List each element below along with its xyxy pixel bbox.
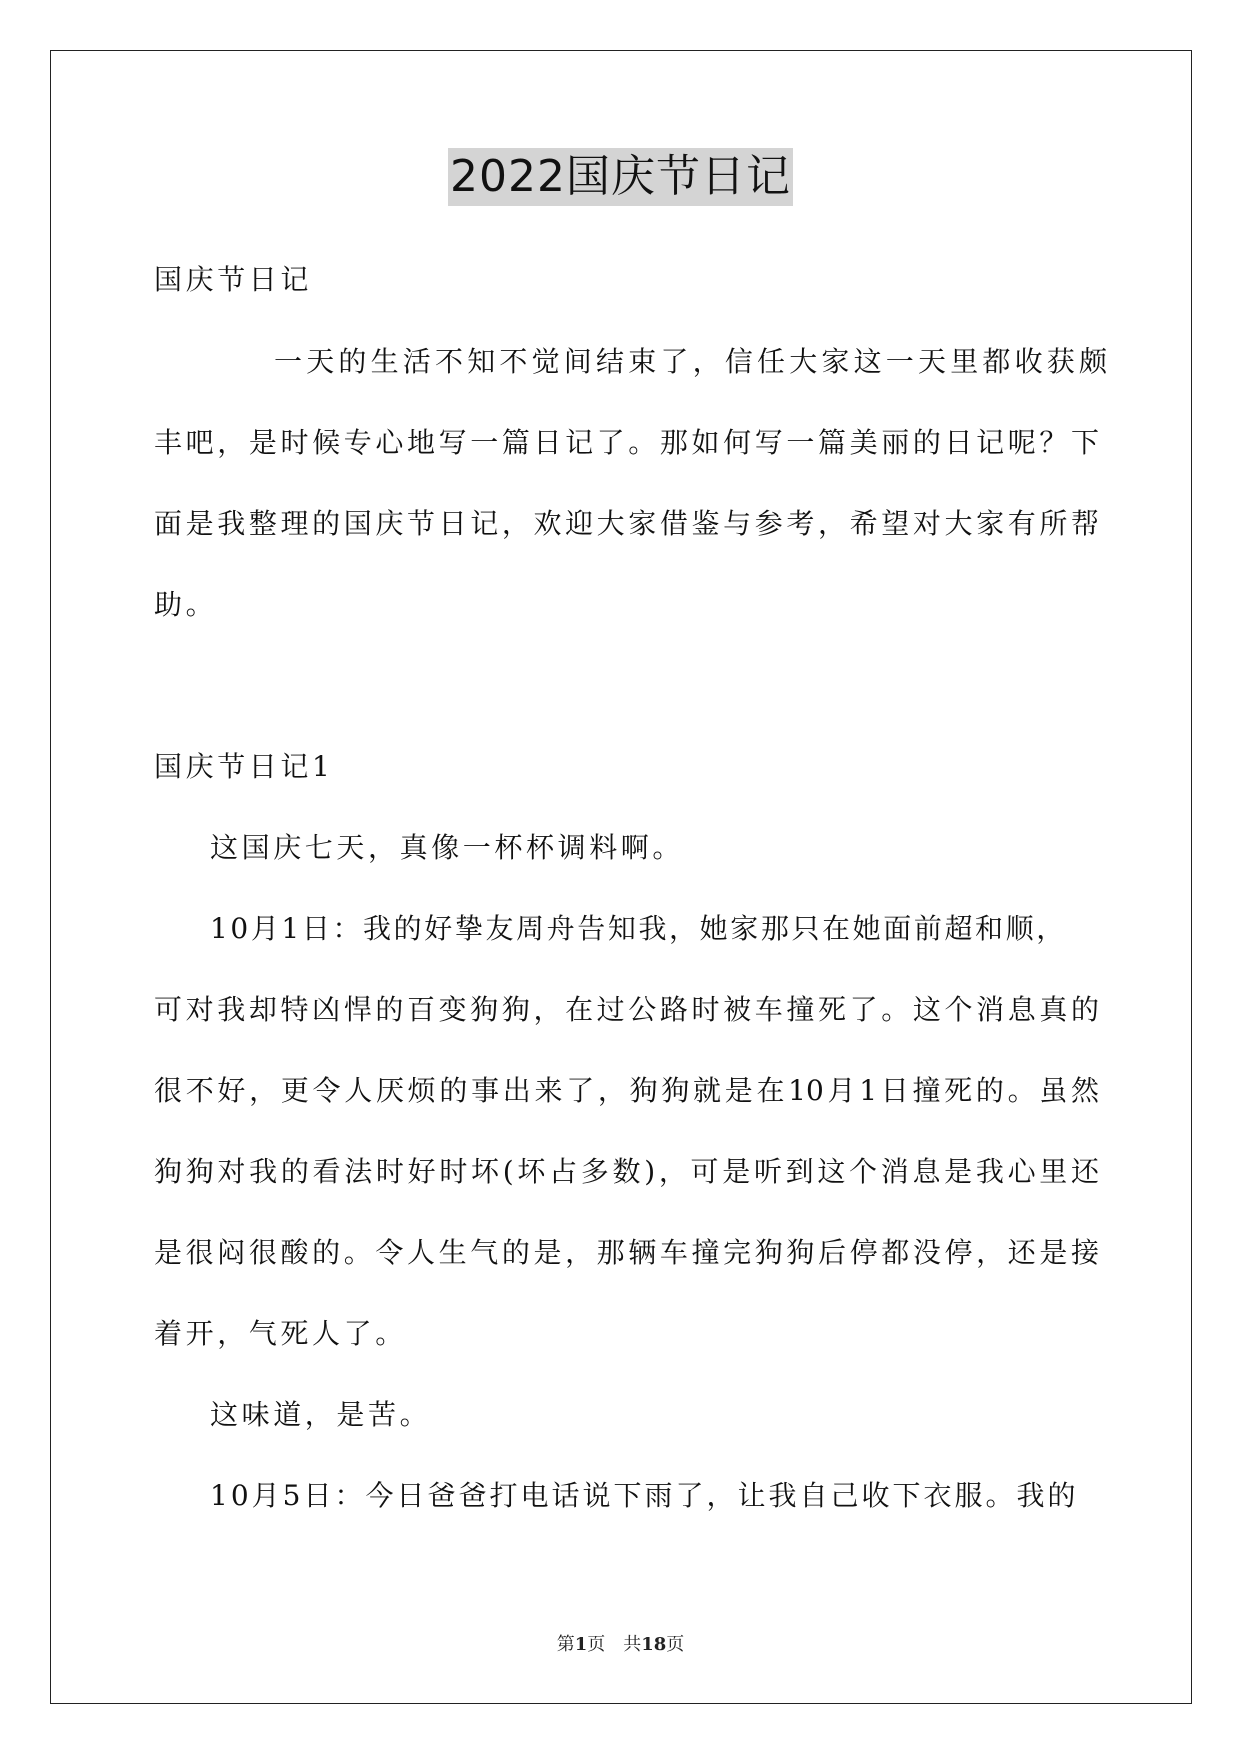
current-page-number: 1 [574,1634,588,1655]
page-border [50,50,1192,1704]
section-heading: 国庆节日记 [154,263,313,296]
paragraph-line: 助。 [154,588,218,621]
paragraph-line: 10月1日：我的好挚友周舟告知我，她家那只在她面前超和顺， [210,912,1067,945]
page-footer [0,1630,1241,1656]
paragraph-line: 面是我整理的国庆节日记，欢迎大家借鉴与参考，希望对大家有所帮 [154,507,1099,540]
total-page-count: 18 [641,1634,667,1655]
paragraph-line: 10月5日：今日爸爸打电话说下雨了，让我自己收下衣服。我的 [210,1479,1079,1512]
footer-middle: 页 共 [587,1634,642,1655]
paragraph-line: 很不好，更令人厌烦的事出来了，狗狗就是在10月1日撞死的。虽然 [154,1074,1099,1107]
paragraph-line: 是很闷很酸的。令人生气的是，那辆车撞完狗狗后停都没停，还是接 [154,1236,1099,1269]
section-heading: 国庆节日记1 [154,750,334,783]
paragraph-line: 狗狗对我的看法时好时坏(坏占多数)，可是听到这个消息是我心里还 [154,1155,1099,1188]
footer-suffix: 页 [666,1634,685,1655]
paragraph-line: 这味道，是苦。 [210,1398,432,1431]
paragraph-line: 这国庆七天，真像一杯杯调料啊。 [210,831,685,864]
paragraph-line: 丰吧，是时候专心地写一篇日记了。那如何写一篇美丽的日记呢？下 [154,426,1099,459]
paragraph-line: 一天的生活不知不觉间结束了，信任大家这一天里都收获颇 [274,345,1112,378]
paragraph-line: 着开，气死人了。 [154,1317,407,1350]
footer-prefix: 第 [556,1634,575,1655]
title-container [0,148,1241,206]
document-title: 2022国庆节日记 [448,148,793,206]
paragraph-line: 可对我却特凶悍的百变狗狗，在过公路时被车撞死了。这个消息真的 [154,993,1099,1026]
